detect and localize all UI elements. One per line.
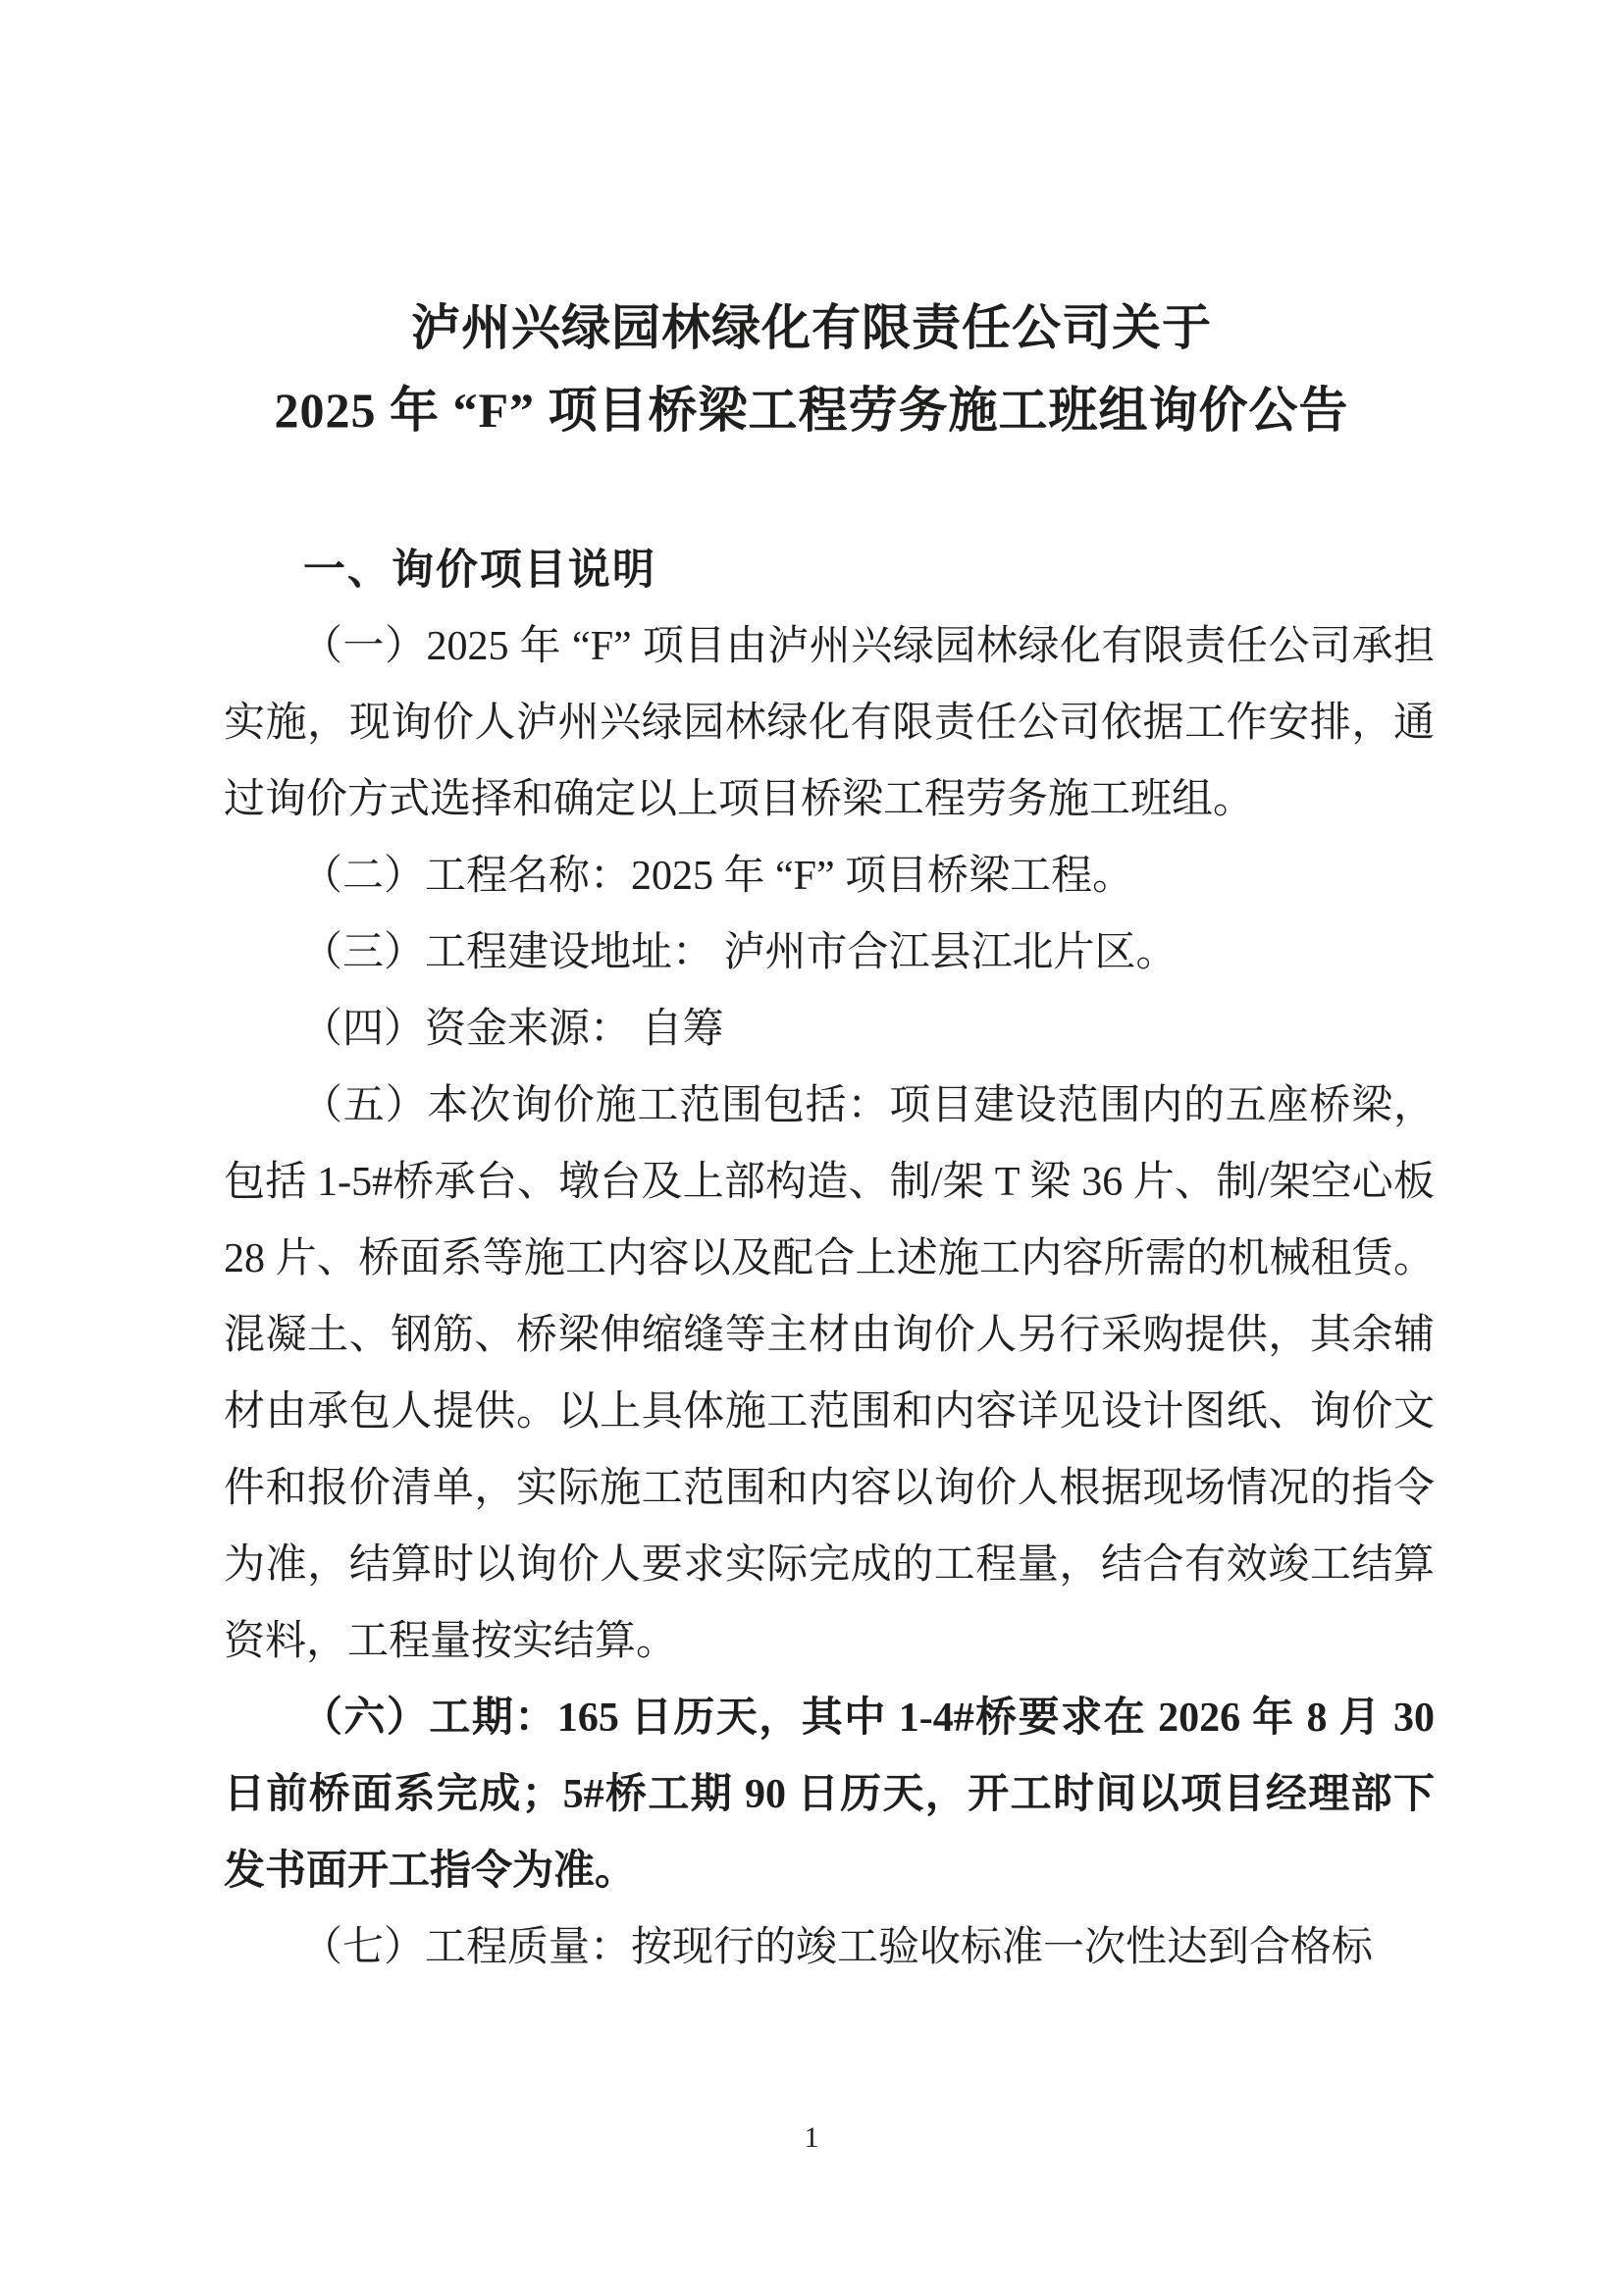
document-title-line-1: 泸州兴绿园林绿化有限责任公司关于 bbox=[411, 300, 1212, 355]
document-title bbox=[0, 0, 1623, 451]
paragraph-6: （六）工期：165 日历天，其中 1-4#桥要求在 2026 年 8 月 30 日前桥面系完成；5#桥工期 90 日历天，开工时间以项目经理部下发书面开工指令为准。 bbox=[224, 1696, 1435, 1894]
paragraph-2: （二）工程名称：2025 年 “F” 项目桥梁工程。 bbox=[300, 854, 1134, 899]
paragraph-1: （一）2025 年 “F” 项目由泸州兴绿园林绿化有限责任公司承担实施，现询价人泸州兴绿园林绿化有限责任公司依据工作安排，通过询价方式选择和确定以上项目桥梁工程劳务施工班组。 bbox=[224, 624, 1435, 822]
paragraph-4: （四）资金来源： 自筹 bbox=[300, 1007, 724, 1052]
paragraph-3: （三）工程建设地址： 泸州市合江县江北片区。 bbox=[300, 930, 1178, 975]
section-heading: 一、询价项目说明 bbox=[302, 547, 656, 594]
document-body bbox=[224, 532, 1435, 1986]
document-title-line-2: 2025 年 “F” 项目桥梁工程劳务施工班组询价公告 bbox=[274, 383, 1349, 438]
paragraph-7: （七）工程质量：按现行的竣工验收标准一次性达到合格标 bbox=[300, 1925, 1373, 1970]
page-number: 1 bbox=[804, 2121, 819, 2154]
paragraph-5: （五）本次询价施工范围包括：项目建设范围内的五座桥梁，包括 1-5#桥承台、墩台及上部构造、制/架 T 梁 36 片、制/架空心板 28 片、桥面系等施工内容以及配合上述施工内容所需的机械租赁。混凝土、钢筋、桥梁伸缩缝等主材由询价人另行采购提供，其余辅材由承包人提供。以上具体施工范围和内容详见设计图纸、询价文件和报价清单，实际施工范围和内容以询价人根据现场情况的指令为准，结算时以询价人要求实际完成的工程量，结合有效竣工结算资料，工程量按实结算。 bbox=[224, 1083, 1435, 1664]
